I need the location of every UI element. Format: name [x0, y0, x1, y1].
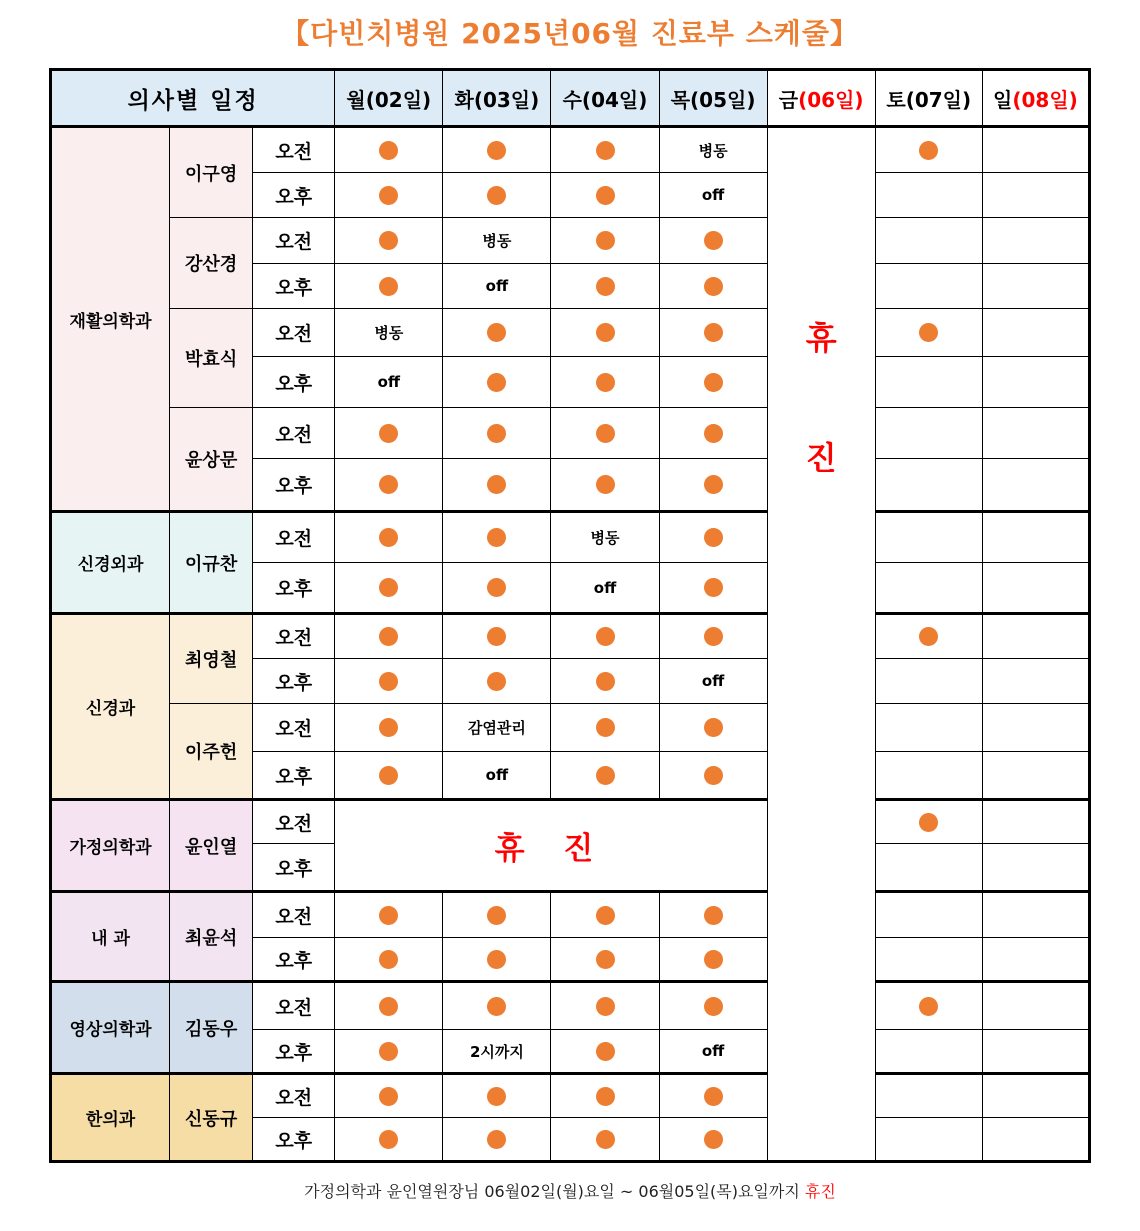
attendance-dot	[596, 186, 615, 205]
saturday-cell	[875, 844, 982, 892]
attendance-dot	[919, 323, 938, 342]
attendance-dot	[379, 141, 398, 160]
sunday-cell	[982, 892, 1089, 938]
schedule-cell	[335, 512, 443, 563]
schedule-cell	[659, 892, 767, 938]
attendance-dot	[704, 766, 723, 785]
schedule-cell	[335, 408, 443, 459]
attendance-dot	[379, 578, 398, 597]
schedule-note: 병동	[590, 529, 620, 547]
morning-label: 오전	[253, 127, 335, 173]
sunday-cell	[982, 752, 1089, 800]
schedule-cell	[335, 459, 443, 512]
attendance-dot	[704, 1130, 723, 1149]
schedule-cell	[551, 938, 659, 982]
attendance-dot	[379, 718, 398, 737]
attendance-dot	[596, 1130, 615, 1149]
attendance-dot	[596, 766, 615, 785]
doctor-name: 이주헌	[170, 704, 253, 800]
attendance-dot	[379, 231, 398, 250]
schedule-cell	[659, 127, 767, 173]
schedule-row	[51, 982, 1090, 1030]
attendance-dot	[487, 672, 506, 691]
attendance-dot	[487, 627, 506, 646]
attendance-dot	[596, 950, 615, 969]
page-title: 【다빈치병원 2025년06월 진료부 스케줄】	[281, 17, 859, 50]
schedule-note: off	[485, 766, 509, 784]
schedule-row	[51, 127, 1090, 173]
attendance-dot	[379, 186, 398, 205]
morning-label: 오전	[253, 982, 335, 1030]
attendance-dot	[379, 1087, 398, 1106]
attendance-dot	[487, 475, 506, 494]
afternoon-label: 오후	[253, 938, 335, 982]
morning-label: 오전	[253, 408, 335, 459]
sunday-cell	[982, 309, 1089, 357]
schedule-cell	[551, 264, 659, 309]
header-day-sun-name: 일	[993, 87, 1013, 112]
schedule-note: off	[701, 1042, 725, 1060]
schedule-cell	[443, 659, 551, 704]
attendance-dot	[487, 1130, 506, 1149]
saturday-cell	[875, 309, 982, 357]
schedule-row	[51, 892, 1090, 938]
doctor-name: 이규찬	[170, 512, 253, 614]
doctor-name: 윤인열	[170, 800, 253, 892]
afternoon-label: 오후	[253, 563, 335, 614]
attendance-dot	[379, 277, 398, 296]
schedule-cell	[551, 892, 659, 938]
department-label: 가정의학과	[51, 800, 170, 892]
schedule-cell	[551, 982, 659, 1030]
attendance-dot	[704, 323, 723, 342]
schedule-cell	[659, 512, 767, 563]
morning-label: 오전	[253, 512, 335, 563]
attendance-dot	[487, 141, 506, 160]
attendance-dot	[704, 277, 723, 296]
schedule-cell	[443, 1030, 551, 1074]
afternoon-label: 오후	[253, 357, 335, 408]
attendance-dot	[379, 627, 398, 646]
sunday-cell	[982, 614, 1089, 659]
saturday-cell	[875, 218, 982, 264]
sunday-cell	[982, 357, 1089, 408]
sunday-cell	[982, 1118, 1089, 1162]
doctor-name: 박효식	[170, 309, 253, 408]
schedule-cell	[335, 218, 443, 264]
attendance-dot	[487, 1087, 506, 1106]
attendance-dot	[487, 950, 506, 969]
schedule-cell	[551, 659, 659, 704]
schedule-cell	[335, 704, 443, 752]
saturday-cell	[875, 982, 982, 1030]
schedule-cell	[443, 614, 551, 659]
sunday-cell	[982, 982, 1089, 1030]
saturday-cell	[875, 938, 982, 982]
attendance-dot	[379, 766, 398, 785]
doctor-name: 김동우	[170, 982, 253, 1074]
schedule-row	[51, 408, 1090, 459]
doctor-name: 최영철	[170, 614, 253, 704]
morning-label: 오전	[253, 704, 335, 752]
schedule-note: off	[485, 277, 509, 295]
schedule-note: 병동	[374, 324, 404, 342]
schedule-cell	[551, 614, 659, 659]
schedule-cell	[659, 1074, 767, 1118]
holiday-char: 휴	[805, 319, 837, 357]
schedule-cell	[551, 1118, 659, 1162]
saturday-cell	[875, 614, 982, 659]
saturday-cell	[875, 752, 982, 800]
schedule-note: 병동	[698, 141, 728, 160]
schedule-row	[51, 614, 1090, 659]
schedule-cell	[443, 982, 551, 1030]
schedule-cell	[551, 704, 659, 752]
attendance-dot	[704, 627, 723, 646]
attendance-dot	[487, 323, 506, 342]
attendance-dot	[919, 997, 938, 1016]
attendance-dot	[379, 906, 398, 925]
schedule-cell	[551, 752, 659, 800]
schedule-cell	[335, 1118, 443, 1162]
sunday-cell	[982, 659, 1089, 704]
header-day-fri-date: (06일)	[798, 87, 864, 112]
schedule-cell	[443, 752, 551, 800]
schedule-cell	[551, 408, 659, 459]
attendance-dot	[487, 997, 506, 1016]
schedule-note: off	[701, 672, 725, 690]
afternoon-label: 오후	[253, 1118, 335, 1162]
attendance-dot	[596, 672, 615, 691]
schedule-row	[51, 512, 1090, 563]
morning-label: 오전	[253, 892, 335, 938]
schedule-cell	[335, 357, 443, 408]
schedule-cell	[335, 1030, 443, 1074]
schedule-cell	[659, 659, 767, 704]
morning-label: 오전	[253, 1074, 335, 1118]
doctor-name: 신동규	[170, 1074, 253, 1162]
saturday-cell	[875, 704, 982, 752]
attendance-dot	[704, 475, 723, 494]
department-label: 내 과	[51, 892, 170, 982]
attendance-dot	[704, 997, 723, 1016]
attendance-dot	[596, 424, 615, 443]
sunday-cell	[982, 264, 1089, 309]
attendance-dot	[704, 1087, 723, 1106]
closed-notice: 휴 진	[335, 800, 767, 892]
schedule-body	[51, 127, 1090, 1162]
schedule-cell	[443, 1118, 551, 1162]
schedule-cell	[659, 938, 767, 982]
attendance-dot	[596, 718, 615, 737]
attendance-dot	[379, 1042, 398, 1061]
attendance-dot	[704, 578, 723, 597]
schedule-row	[51, 1074, 1090, 1118]
morning-label: 오전	[253, 218, 335, 264]
schedule-cell	[335, 982, 443, 1030]
sunday-cell	[982, 1074, 1089, 1118]
attendance-dot	[596, 906, 615, 925]
schedule-cell	[659, 1030, 767, 1074]
sunday-cell	[982, 173, 1089, 218]
schedule-cell	[443, 173, 551, 218]
sunday-cell	[982, 127, 1089, 173]
saturday-cell	[875, 512, 982, 563]
sunday-cell	[982, 408, 1089, 459]
department-label: 재활의학과	[51, 127, 170, 512]
sunday-cell	[982, 1030, 1089, 1074]
schedule-cell	[551, 512, 659, 563]
attendance-dot	[596, 323, 615, 342]
schedule-cell	[443, 127, 551, 173]
attendance-dot	[919, 813, 938, 832]
schedule-cell	[659, 1118, 767, 1162]
schedule-note: 2시까지	[469, 1042, 524, 1061]
footer-text: 가정의학과 윤인열원장님 06월02일(월)요일 ~ 06월05일(목)요일까지	[304, 1182, 800, 1201]
attendance-dot	[596, 997, 615, 1016]
doctor-name: 강산경	[170, 218, 253, 309]
schedule-cell	[551, 309, 659, 357]
header-corner: 의사별 일정	[51, 70, 335, 127]
schedule-cell	[443, 309, 551, 357]
schedule-cell	[335, 752, 443, 800]
saturday-cell	[875, 264, 982, 309]
header-day-tue: 화(03일)	[443, 70, 551, 127]
header-row	[51, 70, 1090, 127]
schedule-note: off	[701, 186, 725, 204]
department-label: 신경외과	[51, 512, 170, 614]
sunday-cell	[982, 704, 1089, 752]
schedule-cell	[659, 704, 767, 752]
schedule-note: 병동	[482, 232, 512, 250]
saturday-cell	[875, 800, 982, 844]
afternoon-label: 오후	[253, 844, 335, 892]
department-label: 한의과	[51, 1074, 170, 1162]
saturday-cell	[875, 659, 982, 704]
schedule-cell	[443, 357, 551, 408]
attendance-dot	[379, 1130, 398, 1149]
sunday-cell	[982, 844, 1089, 892]
schedule-cell	[551, 127, 659, 173]
saturday-cell	[875, 892, 982, 938]
attendance-dot	[704, 906, 723, 925]
saturday-cell	[875, 357, 982, 408]
schedule-cell	[551, 173, 659, 218]
morning-label: 오전	[253, 800, 335, 844]
schedule-cell	[335, 938, 443, 982]
schedule-cell	[443, 218, 551, 264]
header-day-sat: 토(07일)	[875, 70, 982, 127]
schedule-cell	[443, 408, 551, 459]
footer-highlight: 휴진	[804, 1182, 836, 1201]
schedule-cell	[443, 892, 551, 938]
header-day-sun-date: (08일)	[1012, 87, 1078, 112]
sunday-cell	[982, 218, 1089, 264]
header-day-fri-name: 금	[778, 87, 799, 112]
attendance-dot	[704, 528, 723, 547]
schedule-cell	[335, 563, 443, 614]
attendance-dot	[487, 578, 506, 597]
attendance-dot	[704, 950, 723, 969]
attendance-dot	[919, 627, 938, 646]
schedule-cell	[551, 357, 659, 408]
schedule-cell	[659, 752, 767, 800]
holiday-char: 진	[805, 439, 837, 477]
sunday-cell	[982, 938, 1089, 982]
schedule-row	[51, 218, 1090, 264]
schedule-row	[51, 800, 1090, 844]
attendance-dot	[379, 672, 398, 691]
schedule-cell	[335, 309, 443, 357]
attendance-dot	[596, 475, 615, 494]
schedule-row	[51, 704, 1090, 752]
schedule-cell	[659, 309, 767, 357]
afternoon-label: 오후	[253, 659, 335, 704]
saturday-cell	[875, 1118, 982, 1162]
sunday-cell	[982, 800, 1089, 844]
afternoon-label: 오후	[253, 752, 335, 800]
schedule-cell	[659, 218, 767, 264]
schedule-note: off	[377, 373, 401, 391]
schedule-note: off	[593, 578, 617, 597]
schedule-cell	[659, 563, 767, 614]
friday-holiday	[767, 127, 875, 1162]
saturday-cell	[875, 408, 982, 459]
schedule-cell	[335, 892, 443, 938]
schedule-cell	[443, 512, 551, 563]
schedule-cell	[443, 264, 551, 309]
department-label: 신경과	[51, 614, 170, 800]
schedule-cell	[659, 408, 767, 459]
attendance-dot	[487, 373, 506, 392]
attendance-dot	[487, 906, 506, 925]
attendance-dot	[596, 373, 615, 392]
saturday-cell	[875, 1030, 982, 1074]
doctor-name: 윤상문	[170, 408, 253, 512]
header-day-wed: 수(04일)	[551, 70, 659, 127]
schedule-cell	[659, 982, 767, 1030]
schedule-cell	[551, 1030, 659, 1074]
schedule-cell	[335, 127, 443, 173]
saturday-cell	[875, 1074, 982, 1118]
schedule-cell	[551, 1074, 659, 1118]
saturday-cell	[875, 563, 982, 614]
sunday-cell	[982, 563, 1089, 614]
header-day-sun	[982, 70, 1089, 127]
doctor-name: 이구영	[170, 127, 253, 218]
schedule-cell	[551, 563, 659, 614]
schedule-cell	[335, 614, 443, 659]
attendance-dot	[379, 424, 398, 443]
schedule-cell	[443, 938, 551, 982]
attendance-dot	[919, 141, 938, 160]
schedule-cell	[335, 173, 443, 218]
schedule-cell	[659, 459, 767, 512]
attendance-dot	[704, 231, 723, 250]
schedule-cell	[659, 357, 767, 408]
attendance-dot	[596, 277, 615, 296]
schedule-cell	[443, 459, 551, 512]
morning-label: 오전	[253, 309, 335, 357]
department-label: 영상의학과	[51, 982, 170, 1074]
schedule-note: 감염관리	[467, 719, 526, 737]
doctor-name: 최윤석	[170, 892, 253, 982]
saturday-cell	[875, 459, 982, 512]
attendance-dot	[704, 424, 723, 443]
saturday-cell	[875, 127, 982, 173]
attendance-dot	[487, 186, 506, 205]
attendance-dot	[596, 231, 615, 250]
schedule-cell	[659, 614, 767, 659]
schedule-cell	[335, 264, 443, 309]
header-day-fri	[767, 70, 875, 127]
afternoon-label: 오후	[253, 264, 335, 309]
schedule-cell	[659, 264, 767, 309]
attendance-dot	[379, 528, 398, 547]
afternoon-label: 오후	[253, 1030, 335, 1074]
attendance-dot	[596, 1087, 615, 1106]
attendance-dot	[704, 373, 723, 392]
attendance-dot	[379, 997, 398, 1016]
schedule-cell	[551, 218, 659, 264]
morning-label: 오전	[253, 614, 335, 659]
attendance-dot	[379, 475, 398, 494]
schedule-cell	[551, 459, 659, 512]
attendance-dot	[487, 424, 506, 443]
schedule-cell	[335, 1074, 443, 1118]
footer-note	[0, 1179, 1140, 1202]
attendance-dot	[379, 950, 398, 969]
schedule-cell	[443, 563, 551, 614]
schedule-row	[51, 309, 1090, 357]
attendance-dot	[596, 1042, 615, 1061]
header-day-thu: 목(05일)	[659, 70, 767, 127]
schedule-cell	[659, 173, 767, 218]
afternoon-label: 오후	[253, 459, 335, 512]
saturday-cell	[875, 173, 982, 218]
schedule-cell	[443, 704, 551, 752]
sunday-cell	[982, 512, 1089, 563]
schedule-cell	[443, 1074, 551, 1118]
schedule-cell	[335, 659, 443, 704]
afternoon-label: 오후	[253, 173, 335, 218]
schedule-table	[49, 68, 1091, 1163]
attendance-dot	[596, 627, 615, 646]
attendance-dot	[704, 718, 723, 737]
attendance-dot	[487, 528, 506, 547]
header-day-mon: 월(02일)	[335, 70, 443, 127]
sunday-cell	[982, 459, 1089, 512]
attendance-dot	[596, 141, 615, 160]
